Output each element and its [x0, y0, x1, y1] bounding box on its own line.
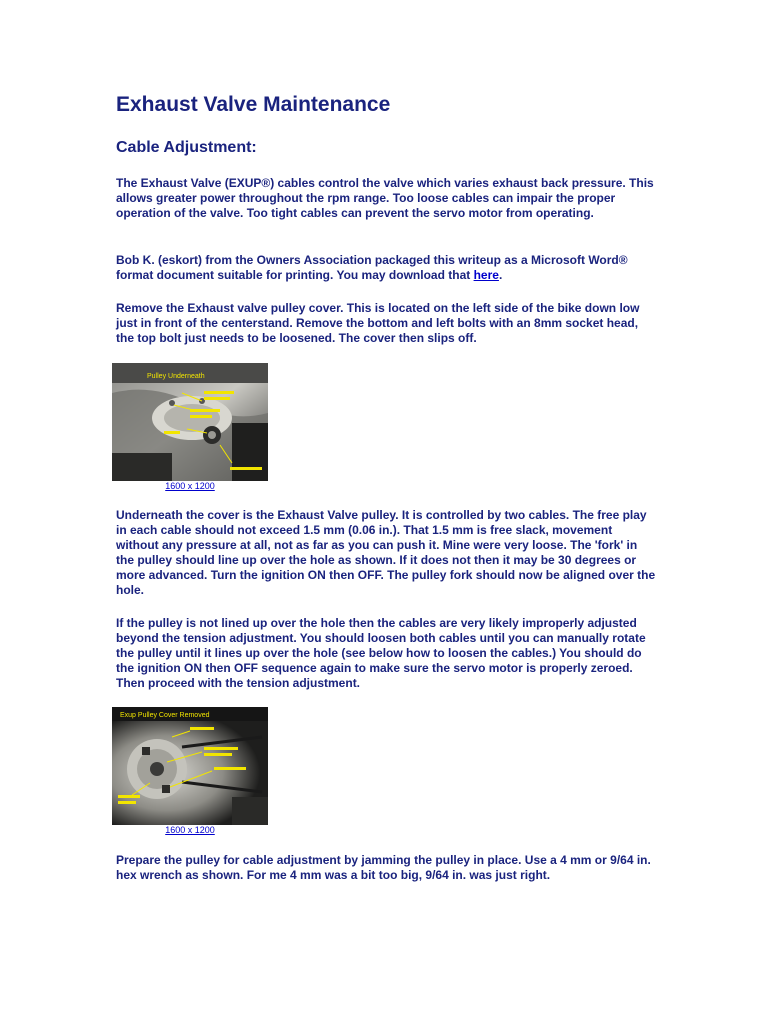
paragraph-pulley-alignment: If the pulley is not lined up over the hole then the cables are very likely improperly adjusted beyond the tension adjustment. You should loosen both cables until you can manually rotate the pulley until it lines up over the hole (see below how to loosen the cables.) You should do the ignition ON then OFF sequence again to make sure the servo motor is properly zeroed. Then proceed with the tension adjustment. — [116, 616, 646, 690]
paragraph-pulley-freeplay: Underneath the cover is the Exhaust Valve pulley. It is controlled by two cables. The free play in each cable should not exceed 1.5 mm (0.06 in.). That 1.5 mm is free slack, movement without any pressure at all, not as far as you can push it. Mine were very loose. The 'fork' in the pulley should line up over the hole as shown. If it does not then it may be 30 degrees or more advanced. Turn the ignition ON then OFF. The pulley fork should now be aligned over the hole. — [116, 508, 656, 597]
figure1-caption-label: Pulley Underneath — [147, 373, 205, 380]
pulley-removed-photo[interactable] — [112, 707, 268, 825]
figure2-resolution-link[interactable]: 1600 x 1200 — [165, 825, 215, 835]
figure1-resolution-link[interactable]: 1600 x 1200 — [165, 481, 215, 491]
paragraph-intro: The Exhaust Valve (EXUP®) cables control the valve which varies exhaust back pressure. This allows greater power throughout the rpm range. Too loose cables can impair the proper operation of the valve. Too tight cables can prevent the servo motor from operating. — [116, 176, 654, 220]
download-period: . — [498, 268, 503, 282]
section-heading: Cable Adjustment: — [116, 139, 257, 156]
figure2-caption-label: Exup Pulley Cover Removed — [120, 712, 210, 719]
pulley-cover-photo[interactable] — [112, 363, 268, 481]
page-title: Exhaust Valve Maintenance — [116, 93, 391, 116]
figure-pulley-removed — [112, 707, 268, 835]
paragraph-prepare-pulley: Prepare the pulley for cable adjustment by jamming the pulley in place. Use a 4 mm or 9/64 in. hex wrench as shown. For me 4 mm was a bit too big, 9/64 in. was just right. — [116, 853, 651, 882]
paragraph-download — [116, 253, 656, 283]
paragraph-remove-cover: Remove the Exhaust valve pulley cover. This is located on the left side of the bike down low just in front of the centerstand. Remove the bottom and left bolts with an 8mm socket head, the top bolt just needs to be loosened. The cover then slips off. — [116, 301, 640, 345]
download-text: Bob K. (eskort) from the Owners Association packaged this writeup as a Microsoft Word® format document suitable for printing. You may download that — [116, 253, 628, 282]
figure-pulley-cover — [112, 363, 268, 491]
download-here-link[interactable]: here — [473, 268, 499, 282]
